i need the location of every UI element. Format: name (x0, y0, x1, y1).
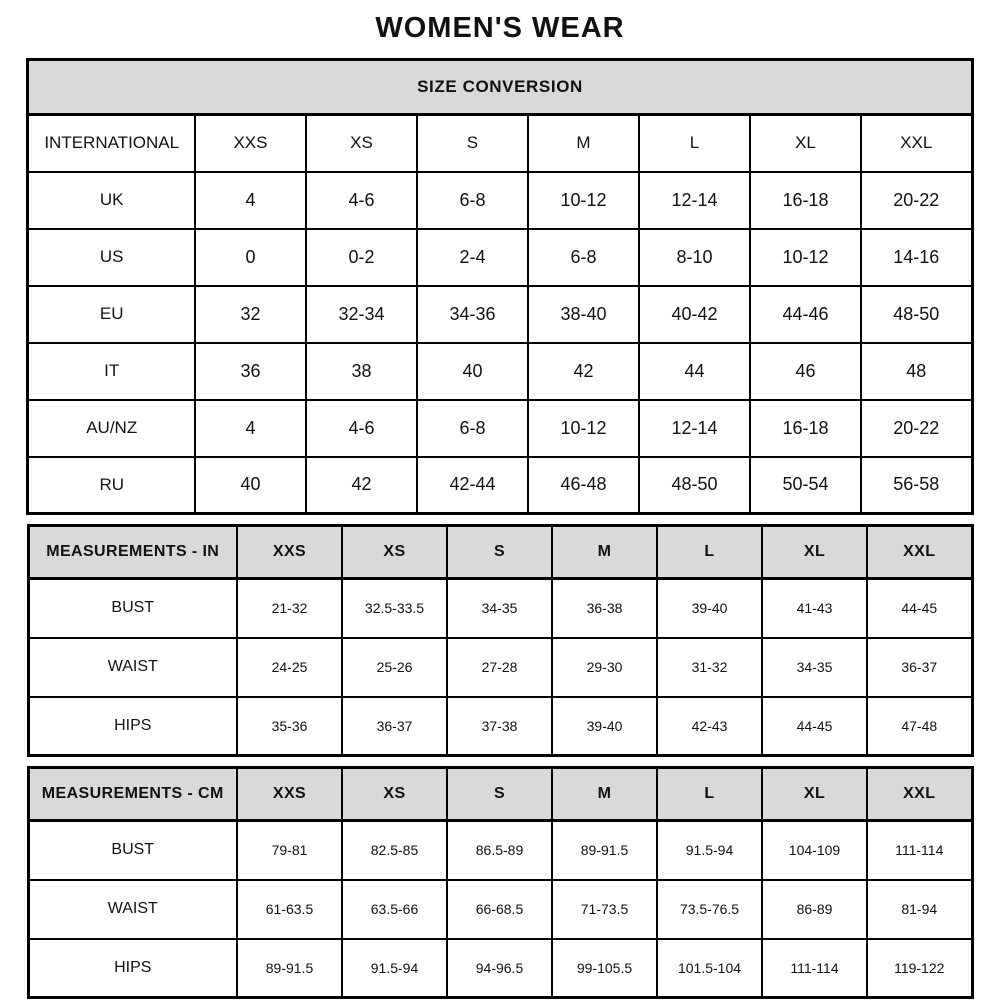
column-header-l: L (657, 768, 762, 821)
row-label-uk: UK (28, 172, 195, 229)
column-header-xxs: XXS (237, 526, 342, 579)
measurements-cm-row-waist (28, 880, 972, 939)
row-label-waist: WAIST (28, 880, 237, 939)
measurements-in-waist-s: 27-28 (447, 638, 552, 697)
row-label-hips: HIPS (28, 697, 237, 756)
measurements-in-waist-m: 29-30 (552, 638, 657, 697)
size-conversion-row-us (28, 229, 972, 286)
size-conversion-row-eu (28, 286, 972, 343)
column-header-m: M (552, 526, 657, 579)
size-conversion-us-l: 8-10 (639, 229, 750, 286)
measurements-cm-row-bust (28, 821, 972, 880)
size-conversion-it-s: 40 (417, 343, 528, 400)
size-conversion-au-nz-xl: 16-18 (750, 400, 861, 457)
size-conversion-banner-label: SIZE CONVERSION (28, 60, 972, 115)
column-header-s: S (447, 526, 552, 579)
measurements-in-bust-l: 39-40 (657, 579, 762, 638)
size-conversion-au-nz-s: 6-8 (417, 400, 528, 457)
measurements-cm-bust-xxs: 79-81 (237, 821, 342, 880)
measurements-in-bust-m: 36-38 (552, 579, 657, 638)
measurements-cm-waist-m: 71-73.5 (552, 880, 657, 939)
column-header-xxl: XXL (867, 768, 972, 821)
size-conversion-columns-row (28, 115, 972, 172)
row-label-it: IT (28, 343, 195, 400)
measurements-cm-hips-xxs: 89-91.5 (237, 939, 342, 998)
size-conversion-au-nz-xxs: 4 (195, 400, 306, 457)
measurements-cm-bust-xxl: 111-114 (867, 821, 972, 880)
column-header-xxl: XXL (867, 526, 972, 579)
measurements-in-waist-xs: 25-26 (342, 638, 447, 697)
measurements-cm-hips-s: 94-96.5 (447, 939, 552, 998)
measurements-in-bust-xxs: 21-32 (237, 579, 342, 638)
measurements-cm-hips-l: 101.5-104 (657, 939, 762, 998)
measurements-cm-body (28, 821, 972, 998)
size-conversion-ru-s: 42-44 (417, 457, 528, 514)
column-header-m: M (552, 768, 657, 821)
measurements-cm-header-row (28, 768, 972, 821)
column-header-international: INTERNATIONAL (28, 115, 195, 172)
measurements-in-hips-xxl: 47-48 (867, 697, 972, 756)
row-label-hips: HIPS (28, 939, 237, 998)
size-conversion-us-s: 2-4 (417, 229, 528, 286)
size-conversion-ru-xl: 50-54 (750, 457, 861, 514)
measurements-in-table (27, 524, 974, 757)
measurements-cm-waist-s: 66-68.5 (447, 880, 552, 939)
column-header-xs: XS (306, 115, 417, 172)
size-conversion-uk-m: 10-12 (528, 172, 639, 229)
column-header-l: L (657, 526, 762, 579)
size-conversion-us-xl: 10-12 (750, 229, 861, 286)
size-conversion-us-xxl: 14-16 (861, 229, 972, 286)
size-conversion-uk-xs: 4-6 (306, 172, 417, 229)
measurements-cm-bust-s: 86.5-89 (447, 821, 552, 880)
column-header-m: M (528, 115, 639, 172)
size-conversion-eu-l: 40-42 (639, 286, 750, 343)
size-conversion-body (28, 115, 972, 514)
measurements-in-bust-xxl: 44-45 (867, 579, 972, 638)
size-conversion-banner-row (28, 60, 972, 115)
measurements-in-row-waist (28, 638, 972, 697)
measurements-in-row-bust (28, 579, 972, 638)
measurements-in-hips-xl: 44-45 (762, 697, 867, 756)
size-conversion-uk-xxs: 4 (195, 172, 306, 229)
measurements-in-hips-xxs: 35-36 (237, 697, 342, 756)
measurements-in-hips-l: 42-43 (657, 697, 762, 756)
size-conversion-it-l: 44 (639, 343, 750, 400)
size-conversion-it-xxs: 36 (195, 343, 306, 400)
column-header-s: S (447, 768, 552, 821)
size-conversion-eu-xxs: 32 (195, 286, 306, 343)
measurements-cm-hips-xxl: 119-122 (867, 939, 972, 998)
column-header-xxs: XXS (237, 768, 342, 821)
size-conversion-it-m: 42 (528, 343, 639, 400)
size-conversion-uk-xl: 16-18 (750, 172, 861, 229)
measurements-in-waist-xxs: 24-25 (237, 638, 342, 697)
measurements-cm-waist-xxl: 81-94 (867, 880, 972, 939)
row-label-eu: EU (28, 286, 195, 343)
size-conversion-it-xxl: 48 (861, 343, 972, 400)
size-conversion-eu-xl: 44-46 (750, 286, 861, 343)
measurements-cm-bust-m: 89-91.5 (552, 821, 657, 880)
size-conversion-au-nz-xxl: 20-22 (861, 400, 972, 457)
size-conversion-eu-s: 34-36 (417, 286, 528, 343)
measurements-cm-waist-xl: 86-89 (762, 880, 867, 939)
size-conversion-row-uk (28, 172, 972, 229)
size-conversion-au-nz-l: 12-14 (639, 400, 750, 457)
column-header-xs: XS (342, 526, 447, 579)
size-conversion-row-ru (28, 457, 972, 514)
size-conversion-uk-xxl: 20-22 (861, 172, 972, 229)
column-header-measurements-cm: MEASUREMENTS - CM (28, 768, 237, 821)
measurements-cm-bust-xs: 82.5-85 (342, 821, 447, 880)
column-header-s: S (417, 115, 528, 172)
measurements-in-waist-xl: 34-35 (762, 638, 867, 697)
measurements-in-hips-xs: 36-37 (342, 697, 447, 756)
measurements-cm-columns-row (28, 768, 972, 821)
measurements-cm-waist-xxs: 61-63.5 (237, 880, 342, 939)
size-conversion-ru-xxl: 56-58 (861, 457, 972, 514)
column-header-xl: XL (762, 768, 867, 821)
row-label-au-nz: AU/NZ (28, 400, 195, 457)
measurements-cm-waist-l: 73.5-76.5 (657, 880, 762, 939)
column-header-measurements-in: MEASUREMENTS - IN (28, 526, 237, 579)
row-label-us: US (28, 229, 195, 286)
size-conversion-uk-l: 12-14 (639, 172, 750, 229)
row-label-ru: RU (28, 457, 195, 514)
size-conversion-uk-s: 6-8 (417, 172, 528, 229)
measurements-cm-row-hips (28, 939, 972, 998)
measurements-in-bust-xl: 41-43 (762, 579, 867, 638)
size-conversion-ru-xs: 42 (306, 457, 417, 514)
size-conversion-us-xs: 0-2 (306, 229, 417, 286)
measurements-cm-bust-xl: 104-109 (762, 821, 867, 880)
measurements-in-columns-row (28, 526, 972, 579)
column-header-xl: XL (750, 115, 861, 172)
size-conversion-us-m: 6-8 (528, 229, 639, 286)
column-header-xxs: XXS (195, 115, 306, 172)
measurements-in-body (28, 579, 972, 756)
size-conversion-table (26, 58, 973, 515)
size-conversion-eu-xxl: 48-50 (861, 286, 972, 343)
measurements-in-bust-s: 34-35 (447, 579, 552, 638)
measurements-in-bust-xs: 32.5-33.5 (342, 579, 447, 638)
size-conversion-au-nz-xs: 4-6 (306, 400, 417, 457)
measurements-cm-hips-xs: 91.5-94 (342, 939, 447, 998)
size-conversion-au-nz-m: 10-12 (528, 400, 639, 457)
measurements-cm-hips-m: 99-105.5 (552, 939, 657, 998)
page-title: WOMEN'S WEAR (375, 12, 625, 44)
size-conversion-us-xxs: 0 (195, 229, 306, 286)
size-conversion-banner-row (28, 60, 972, 115)
measurements-in-waist-l: 31-32 (657, 638, 762, 697)
row-label-waist: WAIST (28, 638, 237, 697)
size-conversion-ru-xxs: 40 (195, 457, 306, 514)
row-label-bust: BUST (28, 579, 237, 638)
column-header-xxl: XXL (861, 115, 972, 172)
measurements-in-header-row (28, 526, 972, 579)
size-conversion-ru-m: 46-48 (528, 457, 639, 514)
measurements-cm-waist-xs: 63.5-66 (342, 880, 447, 939)
size-conversion-it-xs: 38 (306, 343, 417, 400)
measurements-in-hips-m: 39-40 (552, 697, 657, 756)
measurements-in-row-hips (28, 697, 972, 756)
size-conversion-ru-l: 48-50 (639, 457, 750, 514)
row-label-bust: BUST (28, 821, 237, 880)
size-conversion-eu-xs: 32-34 (306, 286, 417, 343)
column-header-l: L (639, 115, 750, 172)
measurements-in-hips-s: 37-38 (447, 697, 552, 756)
size-conversion-row-it (28, 343, 972, 400)
column-header-xl: XL (762, 526, 867, 579)
measurements-cm-table (27, 766, 974, 999)
size-conversion-it-xl: 46 (750, 343, 861, 400)
size-conversion-row-au-nz (28, 400, 972, 457)
measurements-cm-bust-l: 91.5-94 (657, 821, 762, 880)
measurements-in-waist-xxl: 36-37 (867, 638, 972, 697)
measurements-cm-hips-xl: 111-114 (762, 939, 867, 998)
size-conversion-eu-m: 38-40 (528, 286, 639, 343)
column-header-xs: XS (342, 768, 447, 821)
